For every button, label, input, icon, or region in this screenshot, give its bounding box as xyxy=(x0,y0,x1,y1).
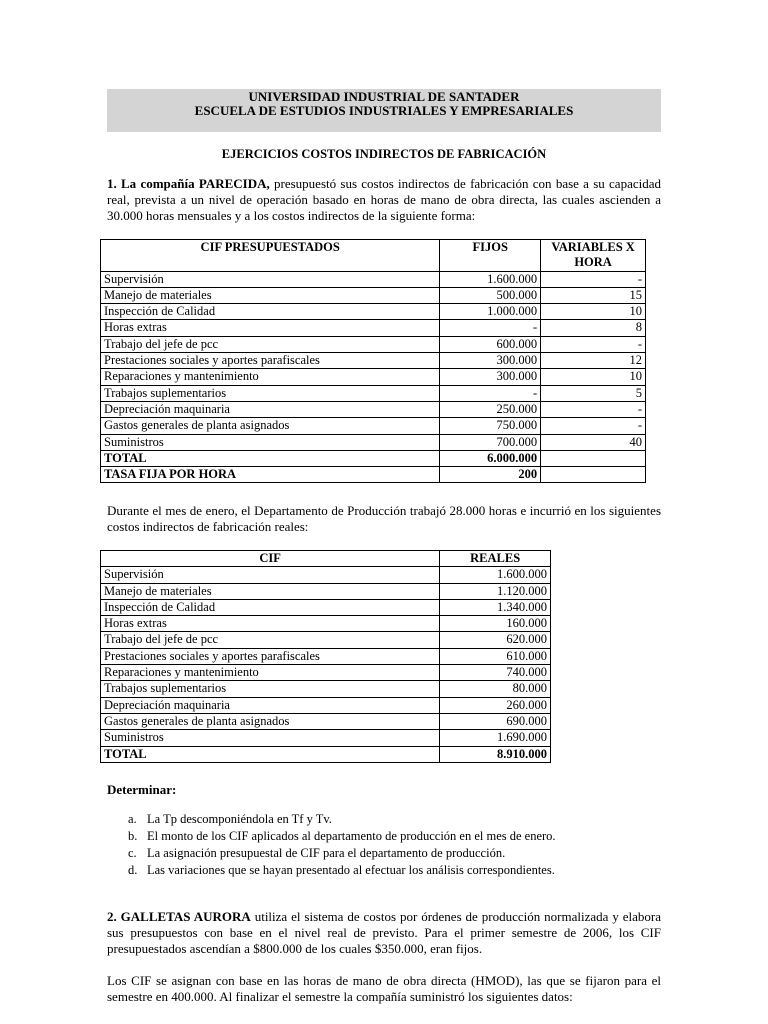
row-label: Reparaciones y mantenimiento xyxy=(101,369,440,385)
fixed-value: 500.000 xyxy=(440,287,541,303)
exercise-2-text: utiliza el sistema de costos por órdenes de producción normalizada y elabora sus presupuestos con base en el nivel real de previsto. Para el primer semestre de 2006, los CIF presupuestados ascendían a $800.000 de los cuales $350.000, eran fijos. xyxy=(107,909,661,956)
row-label: Trabajo del jefe de pcc xyxy=(101,336,440,352)
list-text: La asignación presupuestal de CIF para el departamento de producción. xyxy=(147,846,506,860)
list-marker: c. xyxy=(128,846,137,860)
variable-value: - xyxy=(541,336,646,352)
fixed-value: 1.600.000 xyxy=(440,271,541,287)
row-label: Suministros xyxy=(101,730,440,746)
variable-value: 10 xyxy=(541,369,646,385)
col-header-fijos: FIJOS xyxy=(440,240,541,272)
table-row xyxy=(101,632,551,648)
col-header-cif-presupuestados: CIF PRESUPUESTADOS xyxy=(101,240,440,272)
exercise-2-lead: 2. GALLETAS AURORA xyxy=(107,909,251,924)
variable-value: - xyxy=(541,418,646,434)
row-label: Manejo de materiales xyxy=(101,583,440,599)
january-text: Durante el mes de enero, el Departamento de Producción trabajó 28.000 horas e incurrió en los siguientes costos indirectos de fabricación reales: xyxy=(107,503,661,534)
variable-value xyxy=(541,467,646,483)
col-header-reales: REALES xyxy=(440,551,551,567)
table-total-row xyxy=(101,467,646,483)
table-row xyxy=(101,665,551,681)
row-label: Trabajos suplementarios xyxy=(101,681,440,697)
fixed-value: 200 xyxy=(440,467,541,483)
list-item xyxy=(128,828,556,845)
list-item xyxy=(128,845,556,862)
table-row xyxy=(101,385,646,401)
row-label: Suministros xyxy=(101,434,440,450)
table-row xyxy=(101,401,646,417)
variable-value: 10 xyxy=(541,304,646,320)
table-row xyxy=(101,304,646,320)
table-row xyxy=(101,336,646,352)
fixed-value: - xyxy=(440,385,541,401)
exercise-2-statement xyxy=(107,909,661,957)
exercise-1-lead: 1. La compañía PARECIDA, xyxy=(107,176,270,191)
actual-value: 160.000 xyxy=(440,616,551,632)
table-row xyxy=(101,648,551,664)
table-row xyxy=(101,434,646,450)
table-row xyxy=(101,681,551,697)
university-header xyxy=(107,89,661,132)
table-row xyxy=(101,418,646,434)
row-label: Horas extras xyxy=(101,320,440,336)
list-marker: d. xyxy=(128,863,138,877)
exercise-2-text-2: Los CIF se asignan con base en las horas de mano de obra directa (HMOD), las que se fijaron para el semestre en 400.000. Al finalizar el semestre la compañía suministró los siguientes datos: xyxy=(107,973,661,1004)
table-row xyxy=(101,730,551,746)
fixed-value: 300.000 xyxy=(440,369,541,385)
fixed-value: 250.000 xyxy=(440,401,541,417)
list-marker: a. xyxy=(128,812,137,826)
budgeted-cif-table xyxy=(100,239,646,483)
actual-cif-table xyxy=(100,550,551,763)
actual-value: 1.120.000 xyxy=(440,583,551,599)
fixed-value: 700.000 xyxy=(440,434,541,450)
row-label: Prestaciones sociales y aportes parafiscales xyxy=(101,648,440,664)
list-item xyxy=(128,811,556,828)
table-row xyxy=(101,599,551,615)
table-row xyxy=(101,616,551,632)
row-label: Prestaciones sociales y aportes parafiscales xyxy=(101,353,440,369)
list-marker: b. xyxy=(128,829,138,843)
list-text: El monto de los CIF aplicados al departamento de producción en el mes de enero. xyxy=(147,829,556,843)
variable-value: - xyxy=(541,271,646,287)
variable-value: 12 xyxy=(541,353,646,369)
actual-value: 8.910.000 xyxy=(440,746,551,762)
row-label: Supervisión xyxy=(101,271,440,287)
variable-value: 15 xyxy=(541,287,646,303)
actual-value: 1.340.000 xyxy=(440,599,551,615)
variable-value: 40 xyxy=(541,434,646,450)
row-label: TOTAL xyxy=(101,746,440,762)
actual-value: 610.000 xyxy=(440,648,551,664)
row-label: Reparaciones y mantenimiento xyxy=(101,665,440,681)
list-item xyxy=(128,862,556,879)
row-label: Depreciación maquinaria xyxy=(101,401,440,417)
document-title: EJERCICIOS COSTOS INDIRECTOS DE FABRICACIÓN xyxy=(221,147,547,161)
actual-value: 1.690.000 xyxy=(440,730,551,746)
fixed-value: 600.000 xyxy=(440,336,541,352)
list-text: Las variaciones que se hayan presentado al efectuar los análisis correspondientes. xyxy=(147,863,555,877)
fixed-value: 750.000 xyxy=(440,418,541,434)
col-header-variables: VARIABLES X HORA xyxy=(541,240,646,272)
table-row xyxy=(101,287,646,303)
variable-value: - xyxy=(541,401,646,417)
row-label: Inspección de Calidad xyxy=(101,304,440,320)
determinar-heading: Determinar: xyxy=(107,782,177,797)
exercise-1-text: presupuestó sus costos indirectos de fabricación con base a su capacidad real, prevista a un nivel de operación basado en horas de mano de obra directa, las cuales ascienden a 30.000 horas mensuales y a los costos indirectos de la siguiente forma: xyxy=(107,176,661,223)
actual-value: 260.000 xyxy=(440,697,551,713)
table-row xyxy=(101,713,551,729)
university-name: UNIVERSIDAD INDUSTRIAL DE SANTADER xyxy=(248,89,520,104)
row-label: TASA FIJA POR HORA xyxy=(101,467,440,483)
variable-value: 8 xyxy=(541,320,646,336)
actual-value: 690.000 xyxy=(440,713,551,729)
fixed-value: - xyxy=(440,320,541,336)
row-label: Supervisión xyxy=(101,567,440,583)
table-row xyxy=(101,353,646,369)
list-text: La Tp descomponiéndola en Tf y Tv. xyxy=(147,812,332,826)
table-row xyxy=(101,320,646,336)
table-row xyxy=(101,271,646,287)
table-row xyxy=(101,697,551,713)
row-label: Depreciación maquinaria xyxy=(101,697,440,713)
actual-value: 80.000 xyxy=(440,681,551,697)
table-row xyxy=(101,583,551,599)
row-label: Horas extras xyxy=(101,616,440,632)
variable-value xyxy=(541,450,646,466)
row-label: Gastos generales de planta asignados xyxy=(101,713,440,729)
col-header-cif: CIF xyxy=(101,551,440,567)
table-total-row xyxy=(101,450,646,466)
school-name: ESCUELA DE ESTUDIOS INDUSTRIALES Y EMPRESARIALES xyxy=(194,103,574,118)
fixed-value: 1.000.000 xyxy=(440,304,541,320)
row-label: Manejo de materiales xyxy=(101,287,440,303)
table-total-row xyxy=(101,746,551,762)
row-label: Trabajos suplementarios xyxy=(101,385,440,401)
actual-value: 620.000 xyxy=(440,632,551,648)
row-label: Trabajo del jefe de pcc xyxy=(101,632,440,648)
exercise-1-statement xyxy=(107,176,661,224)
actual-value: 740.000 xyxy=(440,665,551,681)
row-label: Gastos generales de planta asignados xyxy=(101,418,440,434)
actual-value: 1.600.000 xyxy=(440,567,551,583)
table-row xyxy=(101,567,551,583)
fixed-value: 6.000.000 xyxy=(440,450,541,466)
variable-value: 5 xyxy=(541,385,646,401)
row-label: TOTAL xyxy=(101,450,440,466)
row-label: Inspección de Calidad xyxy=(101,599,440,615)
fixed-value: 300.000 xyxy=(440,353,541,369)
question-list xyxy=(128,811,556,879)
table-row xyxy=(101,369,646,385)
